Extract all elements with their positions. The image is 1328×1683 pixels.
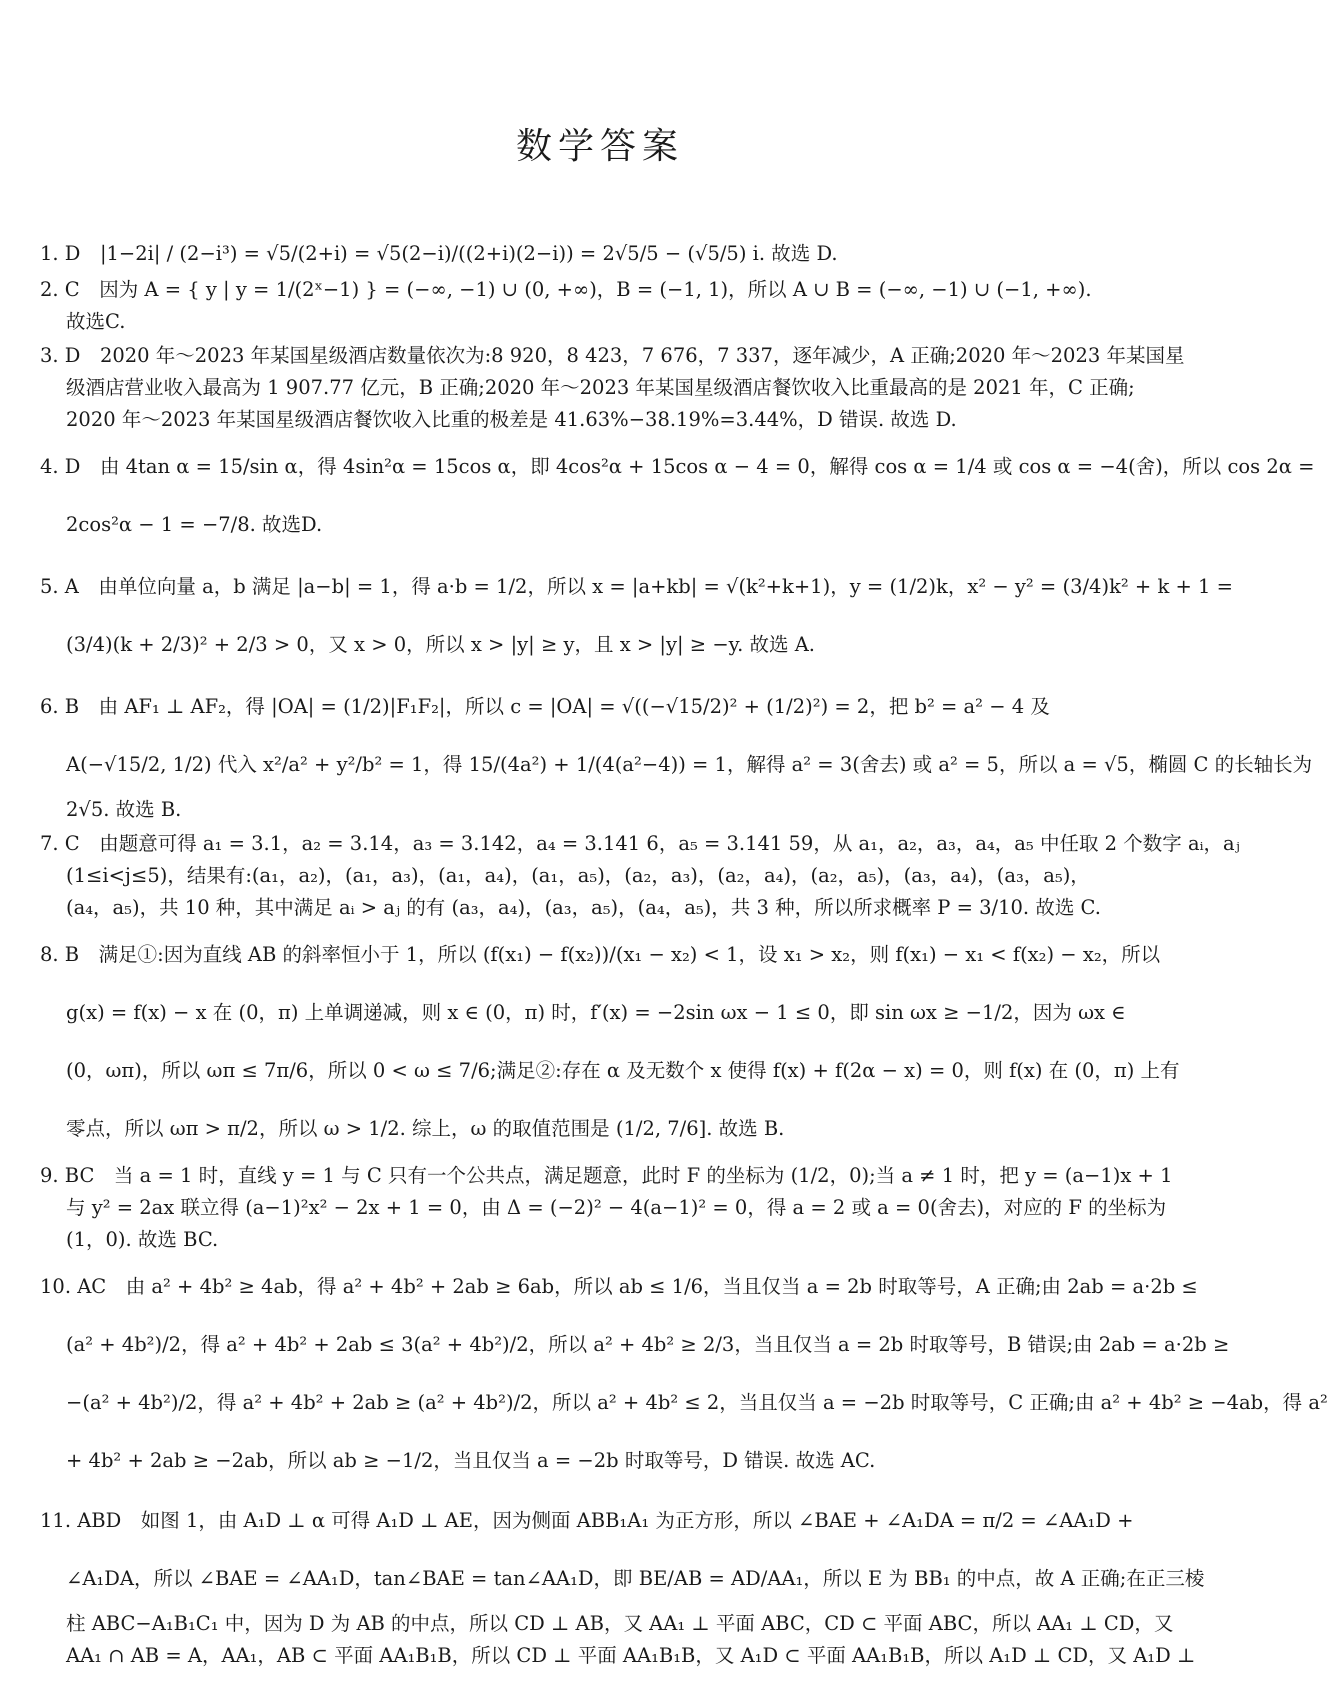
answer-line: 9. BC 当 a = 1 时，直线 y = 1 与 C 只有一个公共点，满足题意，此时 F 的坐标为 (1/2，0);当 a ≠ 1 时，把 y = (a−1)x + 1 <box>40 1164 1173 1187</box>
answer-line: 6. B 由 AF₁ ⊥ AF₂，得 |OA| = (1/2)|F₁F₂|，所以 c = |OA| = √((−√15/2)² + (1/2)²) = 2，把 b² = a² − 4 及 <box>40 695 1050 718</box>
answer-line: 柱 ABC−A₁B₁C₁ 中，因为 D 为 AB 的中点，所以 CD ⊥ AB，又 AA₁ ⊥ 平面 ABC，CD ⊂ 平面 ABC，所以 AA₁ ⊥ CD，又 <box>66 1612 1174 1635</box>
answer-line: + 4b² + 2ab ≥ −2ab，所以 ab ≥ −1/2，当且仅当 a = −2b 时取等号，D 错误. 故选 AC. <box>66 1449 876 1472</box>
answer-item-1 <box>40 238 1170 270</box>
answer-line: 零点，所以 ωπ > π/2，所以 ω > 1/2. 综上，ω 的取值范围是 (1/2, 7/6]. 故选 B. <box>66 1117 785 1140</box>
answer-line: −(a² + 4b²)/2，得 a² + 4b² + 2ab ≥ (a² + 4b²)/2，所以 a² + 4b² ≤ 2，当且仅当 a = −2b 时取等号，C 正确;由 a² + 4b² ≥ −4ab，得 a² <box>66 1391 1328 1414</box>
answer-line: (3/4)(k + 2/3)² + 2/3 > 0，又 x > 0，所以 x > |y| ≥ y，且 x > |y| ≥ −y. 故选 A. <box>66 633 815 656</box>
answer-line: 3. D 2020 年～2023 年某国星级酒店数量依次为:8 920，8 423，7 676，7 337，逐年减少，A 正确;2020 年～2023 年某国星 <box>40 344 1185 367</box>
answer-line: g(x) = f(x) − x 在 (0，π) 上单调递减，则 x ∈ (0，π) 时，f′(x) = −2sin ωx − 1 ≤ 0，即 sin ωx ≥ −1/2，因为 ωx ∈ <box>66 1001 1126 1024</box>
answer-line: (0，ωπ)，所以 ωπ ≤ 7π/6，所以 0 < ω ≤ 7/6;满足②:存在 α 及无数个 x 使得 f(x) + f(2α − x) = 0，则 f(x) 在 (0，π) 上有 <box>66 1059 1180 1082</box>
answer-line: 4. D 由 4tan α = 15/sin α，得 4sin²α = 15cos α，即 4cos²α + 15cos α − 4 = 0，解得 cos α = 1/4 或 cos α = −4(舍)，所以 cos 2α = <box>40 455 1315 478</box>
answer-item-11 <box>40 1492 1205 1672</box>
answer-line: 1. D |1−2i| / (2−i³) = √5/(2+i) = √5(2−i)/((2+i)(2−i)) = 2√5/5 − (√5/5) i. 故选 D. <box>40 242 838 265</box>
answer-line: (1，0). 故选 BC. <box>66 1228 219 1251</box>
answer-line: ∠A₁DA，所以 ∠BAE = ∠AA₁D，tan∠BAE = tan∠AA₁D，即 BE/AB = AD/AA₁，所以 E 为 BB₁ 的中点，故 A 正确;在正三棱 <box>66 1567 1205 1590</box>
answer-line: 2. C 因为 A = { y | y = 1/(2ˣ−1) } = (−∞, −1) ∪ (0, +∞)，B = (−1, 1)，所以 A ∪ B = (−∞, −1) ∪ (−1, +∞). <box>40 278 1092 301</box>
answer-item-10 <box>40 1258 1328 1490</box>
answer-item-3 <box>40 340 1185 436</box>
answer-line: 故选C. <box>66 310 126 333</box>
page-title: 数学答案 <box>515 126 684 167</box>
answer-line: (1≤i<j≤5)，结果有:(a₁，a₂)，(a₁，a₃)，(a₁，a₄)，(a₁，a₅)，(a₂，a₃)，(a₂，a₄)，(a₂，a₅)，(a₃，a₄)，(a₃，a₅)， <box>66 864 1090 887</box>
answer-list <box>40 238 1328 1672</box>
answer-line: 2cos²α − 1 = −7/8. 故选D. <box>66 513 323 536</box>
answer-line: 2020 年～2023 年某国星级酒店餐饮收入比重的极差是 41.63%−38.19%=3.44%，D 错误. 故选 D. <box>66 408 957 431</box>
answer-line: 级酒店营业收入最高为 1 907.77 亿元，B 正确;2020 年～2023 年某国星级酒店餐饮收入比重最高的是 2021 年，C 正确; <box>66 376 1135 399</box>
answer-line: AA₁ ∩ AB = A，AA₁，AB ⊂ 平面 AA₁B₁B，所以 CD ⊥ 平面 AA₁B₁B，又 A₁D ⊂ 平面 AA₁B₁B，所以 A₁D ⊥ CD，又 A₁D ⊥ <box>66 1644 1196 1667</box>
answer-line: A(−√15/2, 1/2) 代入 x²/a² + y²/b² = 1，得 15/(4a²) + 1/(4(a²−4)) = 1，解得 a² = 3(舍去) 或 a² = 5，所以 a = √5，椭圆 C 的长轴长为 <box>66 753 1313 776</box>
answer-item-7 <box>40 828 1240 924</box>
answer-line: 与 y² = 2ax 联立得 (a−1)²x² − 2x + 1 = 0，由 Δ = (−2)² − 4(a−1)² = 0，得 a = 2 或 a = 0(舍去)，对应的 F 的坐标为 <box>66 1196 1167 1219</box>
answer-item-5 <box>40 558 1233 674</box>
answer-line: 5. A 由单位向量 a，b 满足 |a−b| = 1，得 a·b = 1/2，所以 x = |a+kb| = √(k²+k+1)，y = (1/2)k，x² − y² = (3/4)k² + k + 1 = <box>40 575 1233 598</box>
answer-item-2 <box>40 274 1170 338</box>
answer-line: 10. AC 由 a² + 4b² ≥ 4ab，得 a² + 4b² + 2ab ≥ 6ab，所以 ab ≤ 1/6，当且仅当 a = 2b 时取等号，A 正确;由 2ab = a·2b ≤ <box>40 1275 1198 1298</box>
answer-line: 2√5. 故选 B. <box>66 798 182 821</box>
answer-item-4 <box>40 438 1315 554</box>
answer-line: 8. B 满足①:因为直线 AB 的斜率恒小于 1，所以 (f(x₁) − f(x₂))/(x₁ − x₂) < 1，设 x₁ > x₂，则 f(x₁) − x₁ < f(x₂) − x₂，所以 <box>40 943 1161 966</box>
answer-line: (a₄，a₅)，共 10 种，其中满足 aᵢ > aⱼ 的有 (a₃，a₄)，(a₃，a₅)，(a₄，a₅)，共 3 种，所以所求概率 P = 3/10. 故选 C. <box>66 896 1101 919</box>
answer-item-8 <box>40 926 1180 1158</box>
answer-line: 7. C 由题意可得 a₁ = 3.1，a₂ = 3.14，a₃ = 3.142，a₄ = 3.141 6，a₅ = 3.141 59，从 a₁，a₂，a₃，a₄，a₅ 中任取 2 个数字 aᵢ，aⱼ <box>40 832 1240 855</box>
answer-line: 11. ABD 如图 1，由 A₁D ⊥ α 可得 A₁D ⊥ AE，因为侧面 ABB₁A₁ 为正方形，所以 ∠BAE + ∠A₁DA = π/2 = ∠AA₁D + <box>40 1509 1134 1532</box>
answer-line: (a² + 4b²)/2，得 a² + 4b² + 2ab ≤ 3(a² + 4b²)/2，所以 a² + 4b² ≥ 2/3，当且仅当 a = 2b 时取等号，B 错误;由 2ab = a·2b ≥ <box>66 1333 1230 1356</box>
answer-item-9 <box>40 1160 1173 1256</box>
answer-item-6 <box>40 678 1313 826</box>
